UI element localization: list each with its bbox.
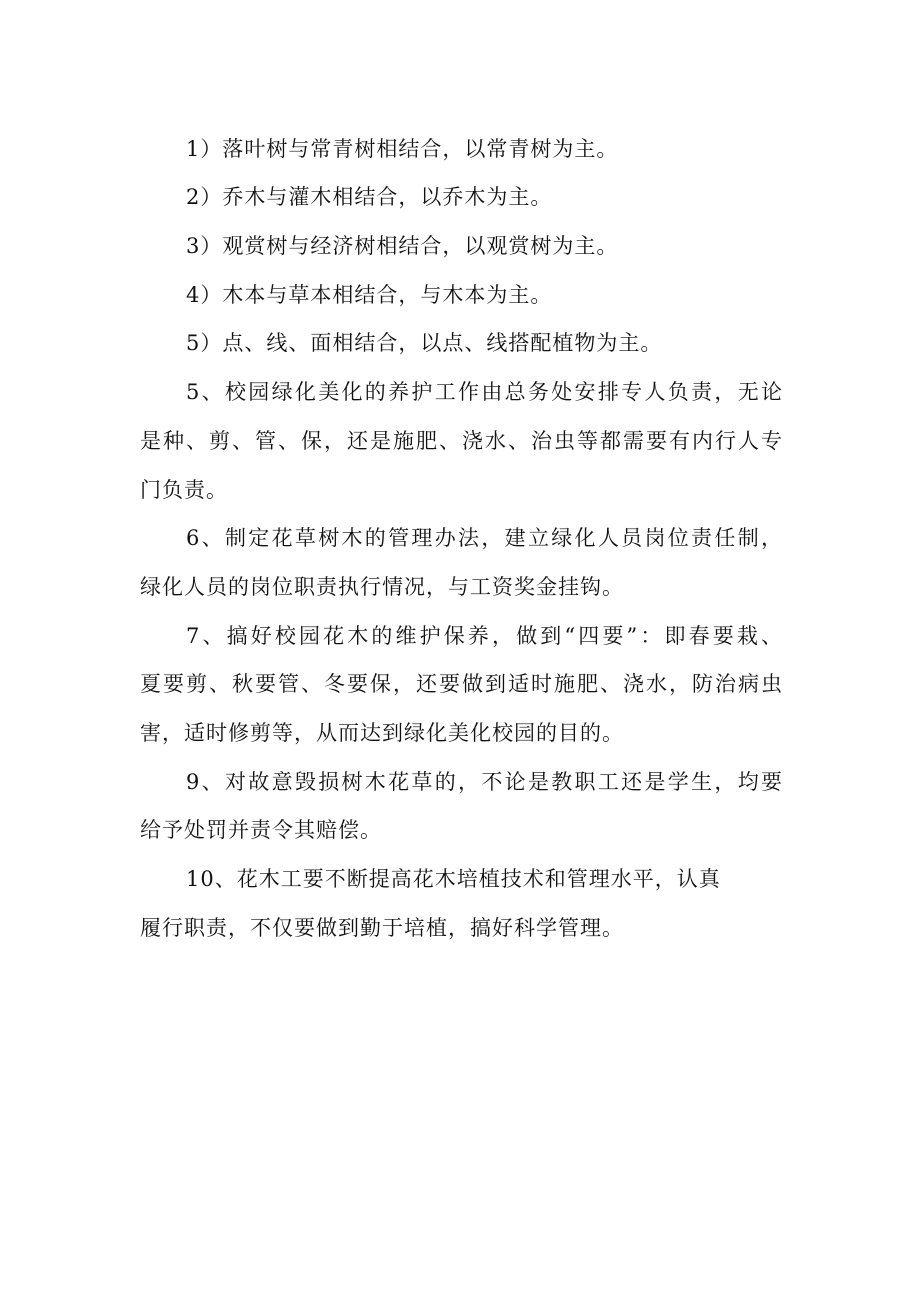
list-item-1: 1）落叶树与常青树相结合，以常青树为主。 — [186, 137, 619, 161]
list-item-4: 4）木本与草本相结合，与木本为主。 — [186, 283, 553, 307]
paragraph-5-line-3: 门负责。 — [140, 478, 228, 502]
paragraph-7-line-1: 7、搞好校园花木的维护保养，做到“四要”：即春要栽、 — [186, 624, 782, 648]
paragraph-9-line-2: 给予处罚并责令其赔偿。 — [140, 818, 382, 842]
list-item-2: 2）乔木与灌木相结合，以乔木为主。 — [186, 185, 553, 209]
list-item-3: 3）观赏树与经济树相结合，以观赏树为主。 — [186, 234, 619, 258]
paragraph-5-line-1: 5、校园绿化美化的养护工作由总务处安排专人负责，无论 — [186, 380, 782, 404]
paragraph-9-line-1: 9、对故意毁损树木花草的，不论是教职工还是学生，均要 — [186, 770, 782, 794]
paragraph-10-line-1: 10、花木工要不断提高花木培植技术和管理水平，认真 — [186, 867, 721, 891]
paragraph-6-line-1: 6、制定花草树木的管理办法，建立绿化人员岗位责任制， — [186, 526, 782, 550]
paragraph-7-line-3: 害，适时修剪等，从而达到绿化美化校园的目的。 — [140, 721, 624, 745]
list-item-5: 5）点、线、面相结合，以点、线搭配植物为主。 — [186, 331, 663, 355]
paragraph-10-line-2: 履行职责，不仅要做到勤于培植，搞好科学管理。 — [140, 916, 624, 940]
paragraph-6-line-2: 绿化人员的岗位职责执行情况，与工资奖金挂钩。 — [140, 575, 624, 599]
paragraph-5-line-2: 是种、剪、管、保，还是施肥、浇水、治虫等都需要有内行人专 — [140, 429, 782, 453]
paragraph-7-line-2: 夏要剪、秋要管、冬要保，还要做到适时施肥、浇水，防治病虫 — [140, 672, 782, 696]
